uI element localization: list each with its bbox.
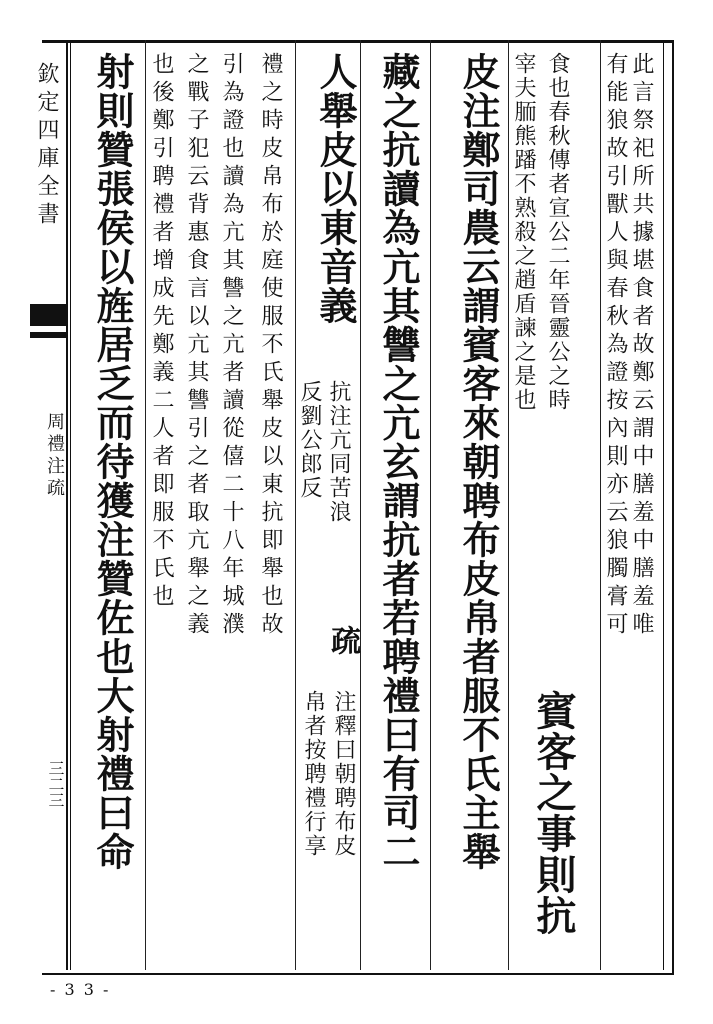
text-column: 此言祭祀所共據堪食者故鄭云謂中膳羞中膳羞唯	[629, 52, 654, 640]
text-column: 有能狼故引獸人與春秋為證按內則亦云狼臅膏可	[603, 52, 628, 640]
text-column: 宰夫胹熊蹯不熟殺之趙盾諫之是也	[511, 52, 536, 412]
text-column: 藏之抗讀為亢其讐之亢玄謂抗者若聘禮曰有司二	[376, 52, 421, 871]
column-rule	[430, 40, 431, 970]
text-column: 注釋曰朝聘布皮	[331, 690, 356, 858]
gutter-rule-thin	[70, 40, 71, 970]
gutter-rule	[66, 40, 68, 970]
collection-title: 欽定四庫全書	[34, 62, 59, 230]
text-column: 人舉皮以東音義	[313, 52, 358, 325]
page-number: 三二三	[46, 760, 65, 808]
text-column: 皮注鄭司農云謂賓客來朝聘布皮帛者服不氏主舉	[456, 52, 501, 871]
column-rule	[508, 40, 509, 970]
text-column: 之戰子犯云背惠食言以亢其讐引之者取亢舉之義	[184, 52, 209, 640]
text-column: 賓客之事則抗	[530, 690, 577, 936]
fishtail-mark-icon	[30, 304, 66, 338]
book-title: 周禮注疏	[44, 412, 65, 500]
footer-mark: - 3 3 -	[50, 980, 111, 999]
column-rule	[145, 40, 146, 970]
text-column: 引為證也讀為亢其讐之亢者讀從僖二十八年城濮	[219, 52, 244, 640]
text-column: 也後鄭引聘禮者增成先鄭義二人者即服不氏也	[149, 52, 174, 612]
page-border-inner	[663, 40, 664, 970]
text-column: 抗注亢同苦浪	[326, 380, 351, 524]
text-column: 射則贊張侯以旌居乏而待獲注贊佐也大射禮曰命	[90, 52, 135, 871]
text-column: 食也春秋傳者宣公二年晉靈公之時	[545, 52, 570, 412]
text-column: 禮之時皮帛布於庭使服不氏舉皮以東抗即舉也故	[258, 52, 283, 640]
text-column: 反劉公郎反	[297, 380, 322, 500]
text-column: 帛者按聘禮行享	[301, 690, 326, 858]
column-rule	[600, 40, 601, 970]
section-mark: 疏	[325, 625, 360, 658]
